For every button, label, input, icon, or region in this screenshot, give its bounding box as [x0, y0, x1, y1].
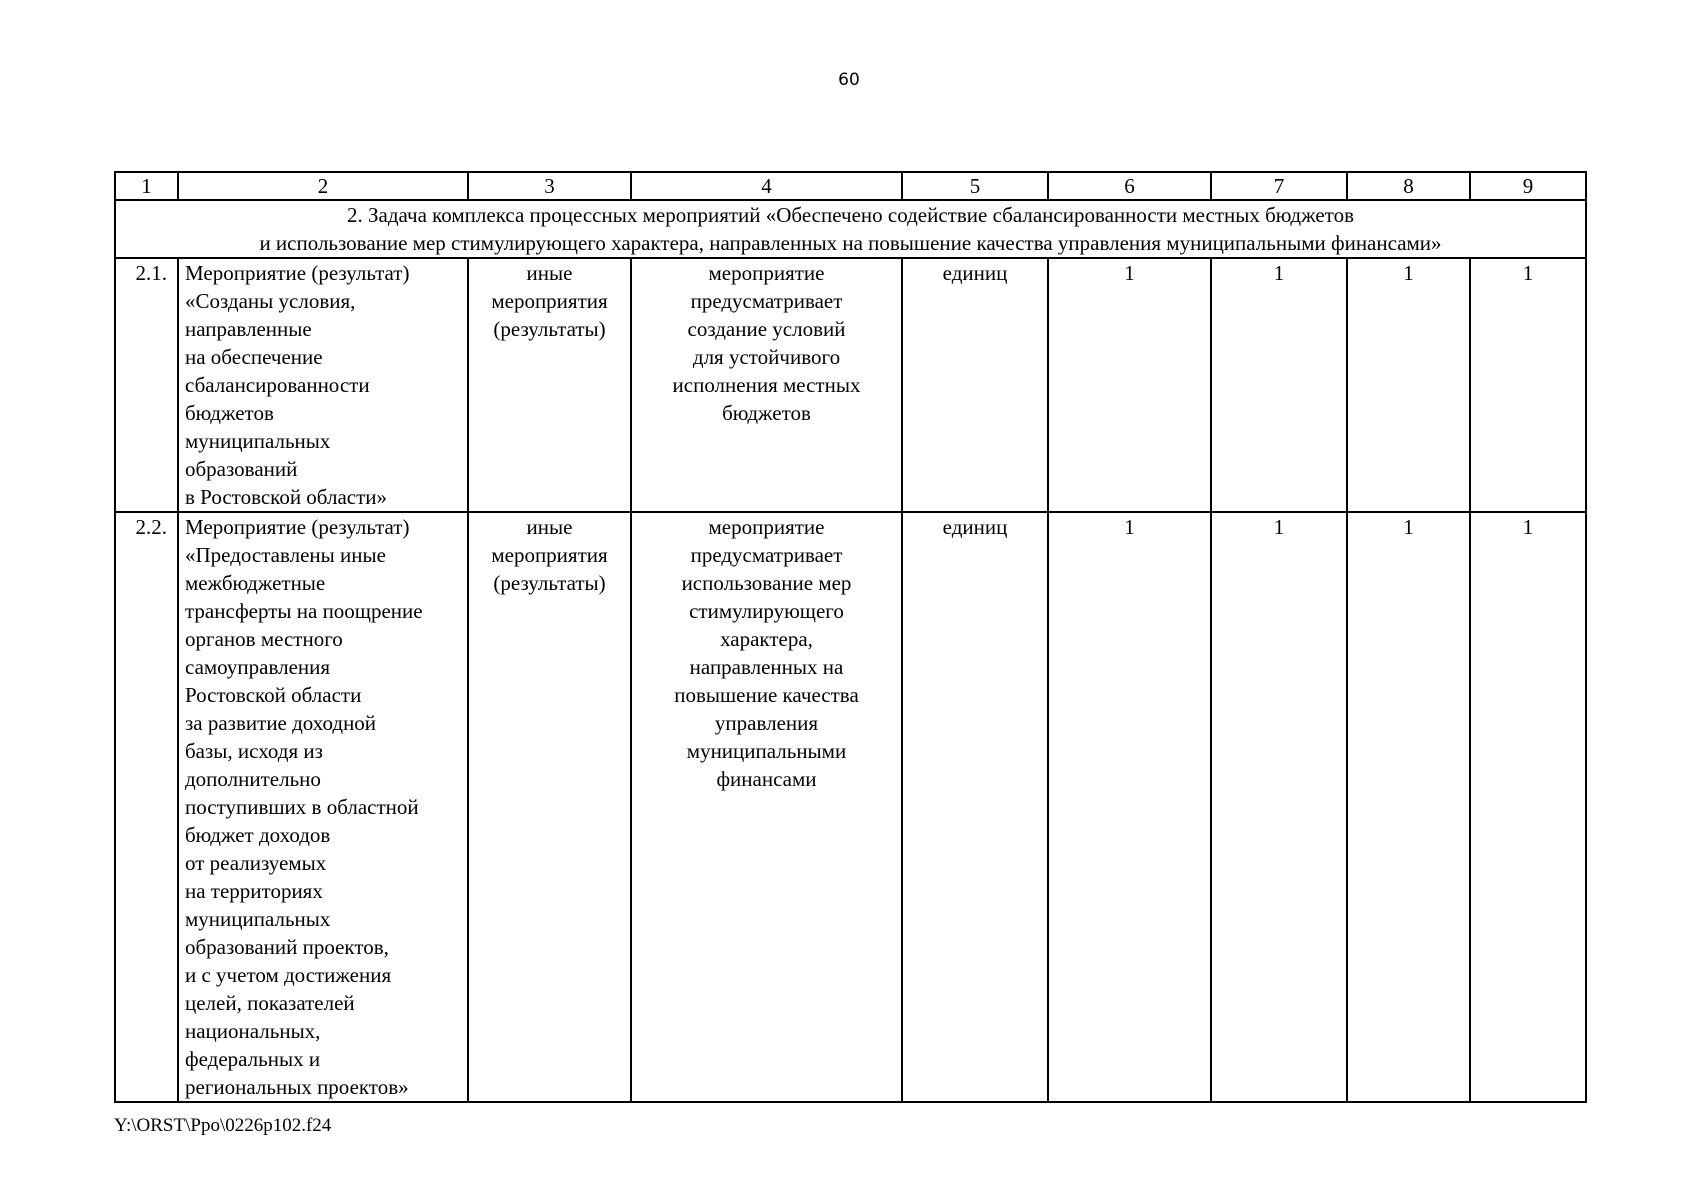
measure-type: [468, 512, 631, 1102]
cell-line: и с учетом достижения: [185, 963, 392, 987]
cell-line: на обеспечение: [185, 345, 323, 369]
cell-line: региональных проектов»: [185, 1075, 409, 1099]
cell-line: органов местного: [185, 627, 343, 651]
cell-line: направленных на: [689, 655, 844, 679]
value-cell-8: 1: [1347, 258, 1470, 512]
row-number: 2.1.: [115, 258, 178, 512]
value-cell-7: 1: [1211, 258, 1347, 512]
column-number: 9: [1470, 172, 1586, 200]
cell-line: федеральных и: [185, 1047, 321, 1071]
column-number: 8: [1347, 172, 1470, 200]
cell-line: муниципальными: [686, 739, 847, 763]
cell-line: муниципальных: [185, 429, 331, 453]
value-cell-6: 1: [1048, 258, 1211, 512]
cell-line: бюджетов: [185, 401, 274, 425]
cell-line: целей, показателей: [185, 991, 355, 1015]
cell-line: мероприятия: [491, 289, 608, 313]
cell-line: для устойчивого: [692, 345, 841, 369]
cell-line: (результаты): [493, 571, 606, 595]
cell-line: предусматривает: [690, 543, 843, 567]
file-path-footer: Y:\ORST\Ppo\0226p102.f24: [114, 1115, 332, 1136]
cell-line: трансферты на поощрение: [185, 599, 423, 623]
column-number: 2: [178, 172, 468, 200]
page-number: 60: [838, 70, 860, 90]
cell-line: (результаты): [493, 317, 606, 341]
cell-line: национальных,: [185, 1019, 321, 1043]
column-number-row: [115, 172, 1586, 200]
table-row: [115, 258, 1586, 512]
cell-line: исполнения местных: [672, 373, 861, 397]
unit-cell: единиц: [902, 258, 1048, 512]
value-cell-7: 1: [1211, 512, 1347, 1102]
measure-description: [631, 258, 902, 512]
measure-name: [178, 512, 468, 1102]
cell-line: самоуправления: [185, 655, 331, 679]
cell-line: создание условий: [687, 317, 846, 341]
value-cell-6: 1: [1048, 512, 1211, 1102]
cell-line: Мероприятие (результат): [185, 515, 410, 539]
cell-line: за развитие доходной: [185, 711, 377, 735]
section-heading: [115, 200, 1586, 258]
cell-line: Мероприятие (результат): [185, 261, 410, 285]
cell-line: финансами: [716, 767, 817, 791]
cell-line: муниципальных: [185, 907, 331, 931]
cell-line: характера,: [720, 627, 813, 651]
column-number: 6: [1048, 172, 1211, 200]
measure-name: [178, 258, 468, 512]
cell-line: от реализуемых: [185, 851, 327, 875]
cell-line: дополнительно: [185, 767, 321, 791]
cell-line: на территориях: [185, 879, 323, 903]
cell-line: управления: [714, 711, 819, 735]
cell-line: мероприятия: [491, 543, 608, 567]
cell-line: направленные: [185, 317, 312, 341]
cell-line: иные: [526, 515, 573, 539]
row-number: 2.2.: [115, 512, 178, 1102]
cell-line: бюджет доходов: [185, 823, 331, 847]
cell-line: «Созданы условия,: [185, 289, 356, 313]
value-cell-9: 1: [1470, 258, 1586, 512]
column-number: 4: [631, 172, 902, 200]
cell-line: предусматривает: [690, 289, 843, 313]
cell-line: «Предоставлены иные: [185, 543, 386, 567]
column-number: 5: [902, 172, 1048, 200]
cell-line: Ростовской области: [185, 683, 362, 707]
cell-line: базы, исходя из: [185, 739, 323, 763]
cell-line: стимулирующего: [689, 599, 844, 623]
cell-line: образований: [185, 457, 298, 481]
column-number: 7: [1211, 172, 1347, 200]
cell-line: иные: [526, 261, 573, 285]
cell-line: бюджетов: [722, 401, 811, 425]
cell-line: использование мер: [681, 571, 852, 595]
cell-line: мероприятие: [708, 515, 825, 539]
column-number: 1: [115, 172, 178, 200]
cell-line: образований проектов,: [185, 935, 389, 959]
unit-cell: единиц: [902, 512, 1048, 1102]
cell-line: в Ростовской области»: [185, 485, 388, 509]
cell-line: сбалансированности: [185, 373, 370, 397]
measure-description: [631, 512, 902, 1102]
cell-line: мероприятие: [708, 261, 825, 285]
measures-table: [114, 171, 1587, 1103]
section-heading-row: [115, 200, 1586, 258]
table-row: [115, 512, 1586, 1102]
cell-line: повышение качества: [674, 683, 859, 707]
value-cell-8: 1: [1347, 512, 1470, 1102]
column-number: 3: [468, 172, 631, 200]
cell-line: поступивших в областной: [185, 795, 419, 819]
cell-line: межбюджетные: [185, 571, 326, 595]
value-cell-9: 1: [1470, 512, 1586, 1102]
measure-type: [468, 258, 631, 512]
section-heading-line: и использование мер стимулирующего характера, направленных на повышение качества управления муниципальными финансами»: [259, 231, 1442, 255]
section-heading-line: 2. Задача комплекса процессных мероприятий «Обеспечено содействие сбалансированности местных бюджетов: [347, 203, 1354, 227]
